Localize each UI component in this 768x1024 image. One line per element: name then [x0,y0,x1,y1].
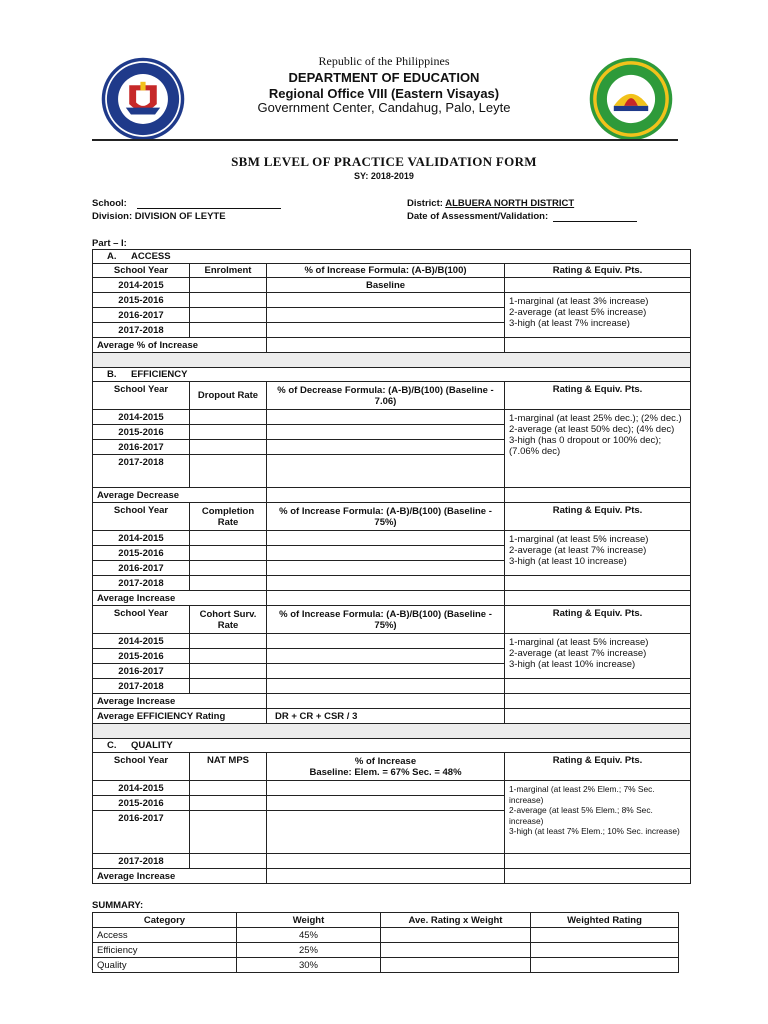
table-row: 2016-2017 [93,308,691,323]
district-field: District: ALBUERA NORTH DISTRICT [407,198,575,209]
table-row: 2017-2018 [93,455,691,488]
table-row: 2015-2016 [93,425,691,440]
summary-title: SUMMARY: [92,900,144,911]
district-value: ALBUERA NORTH DISTRICT [445,198,575,209]
table-row: 2015-2016 [93,546,691,561]
cohort-header-row: School Year Cohort Surv. Rate % of Increase Formula: (A-B)/B(100) (Baseline - 75%) Rating & Equiv. Pts. [93,606,691,634]
table-row: 2015-2016 [93,649,691,664]
header-divider [92,139,678,141]
date-blank[interactable] [553,211,637,222]
table-row: 2015-2016 1-marginal (at least 3% increase) 2-average (at least 5% increase) 3-high (at least 7% increase) [93,293,691,308]
table-row: 2017-2018 [93,679,691,694]
table-row: 2017-2018 [93,576,691,591]
table-row: 2014-2015 Baseline [93,278,691,293]
school-field[interactable]: School: [92,198,281,209]
department-title: DEPARTMENT OF EDUCATION [288,70,480,85]
table-row: 2015-2016 [93,796,691,811]
dropout-header-row: School Year Dropout Rate % of Decrease Formula: (A-B)/B(100) (Baseline - 7.06) Rating & Equiv. Pts. [93,382,691,410]
regional-office: Regional Office VIII (Eastern Visayas) [268,86,500,101]
republic-line: Republic of the Philippines [318,54,450,68]
table-row: 2017-2018 [93,323,691,338]
table-row: 2016-2017 [93,440,691,455]
completion-rating: 1-marginal (at least 5% increase) 2-average (at least 7% increase) 3-high (at least 10 increase) [505,531,691,576]
school-year: SY: 2018-2019 [354,171,414,181]
summary-row: Access 45% [93,928,679,943]
completion-average-row: Average Increase [93,591,691,606]
school-blank[interactable] [137,198,281,209]
completion-header-row: School Year Completion Rate % of Increase Formula: (A-B)/B(100) (Baseline - 75%) Rating & Equiv. Pts. [93,503,691,531]
cohort-average-row: Average Increase [93,694,691,709]
division-label: Division: DIVISION OF LEYTE [92,211,226,222]
table-row: 2014-2015 1-marginal (at least 5% increase) 2-average (at least 7% increase) 3-high (at least 10% increase) [93,634,691,649]
validation-table [92,249,691,884]
part-label: Part – I: [92,238,127,249]
table-row: 2014-2015 1-marginal (at least 5% increase) 2-average (at least 7% increase) 3-high (at least 10 increase) [93,531,691,546]
table-row: 2014-2015 1-marginal (at least 2% Elem.; 7% Sec. increase) 2-average (at least 5% Elem.; 8% Sec. increase) 3-high (at least 7% Elem.; 10% Sec. increase) [93,781,691,796]
quality-average-row: Average Increase [93,869,691,884]
summary-row: Efficiency 25% [93,943,679,958]
quality-title-row: C. QUALITY [93,739,691,753]
spacer-row [93,353,691,368]
table-row: 2016-2017 [93,664,691,679]
table-row: 2017-2018 [93,854,691,869]
spacer-row [93,724,691,739]
access-rating: 1-marginal (at least 3% increase) 2-average (at least 5% increase) 3-high (at least 7% increase) [505,293,691,338]
quality-rating: 1-marginal (at least 2% Elem.; 7% Sec. increase) 2-average (at least 5% Elem.; 8% Sec. increase) 3-high (at least 7% Elem.; 10% Sec. increase) [505,781,691,854]
access-header-row: School Year Enrolment % of Increase Formula: (A-B)/B(100) Rating & Equiv. Pts. [93,264,691,278]
summary-row: Quality 30% [93,958,679,973]
table-row: 2016-2017 [93,561,691,576]
quality-header-row: School Year NAT MPS % of Increase Baseline: Elem. = 67% Sec. = 48% Rating & Equiv. Pts. [93,753,691,781]
dropout-rating: 1-marginal (at least 25% dec.); (2% dec.) 2-average (at least 50% dec); (4% dec) 3-high (has 0 dropout or 100% dec); (7.06% dec) [505,410,691,488]
office-address: Government Center, Candahug, Palo, Leyte [257,100,511,115]
cohort-rating: 1-marginal (at least 5% increase) 2-average (at least 7% increase) 3-high (at least 10% increase) [505,634,691,679]
efficiency-rating-row: Average EFFICIENCY Rating DR + CR + CSR / 3 [93,709,691,724]
summary-table [92,912,679,973]
access-title-row: A. ACCESS [93,250,691,264]
form-title: SBM LEVEL OF PRACTICE VALIDATION FORM [231,154,537,169]
dropout-average-row: Average Decrease [93,488,691,503]
table-row: 2016-2017 [93,811,691,854]
summary-header-row: Category Weight Ave. Rating x Weight Weighted Rating [93,913,679,928]
table-row: 2014-2015 1-marginal (at least 25% dec.); (2% dec.) 2-average (at least 50% dec); (4% dec) 3-high (has 0 dropout or 100% dec); (7.06% dec) [93,410,691,425]
access-average-row: Average % of Increase [93,338,691,353]
efficiency-title-row: B. EFFICIENCY [93,368,691,382]
date-field[interactable]: Date of Assessment/Validation: [407,211,637,222]
